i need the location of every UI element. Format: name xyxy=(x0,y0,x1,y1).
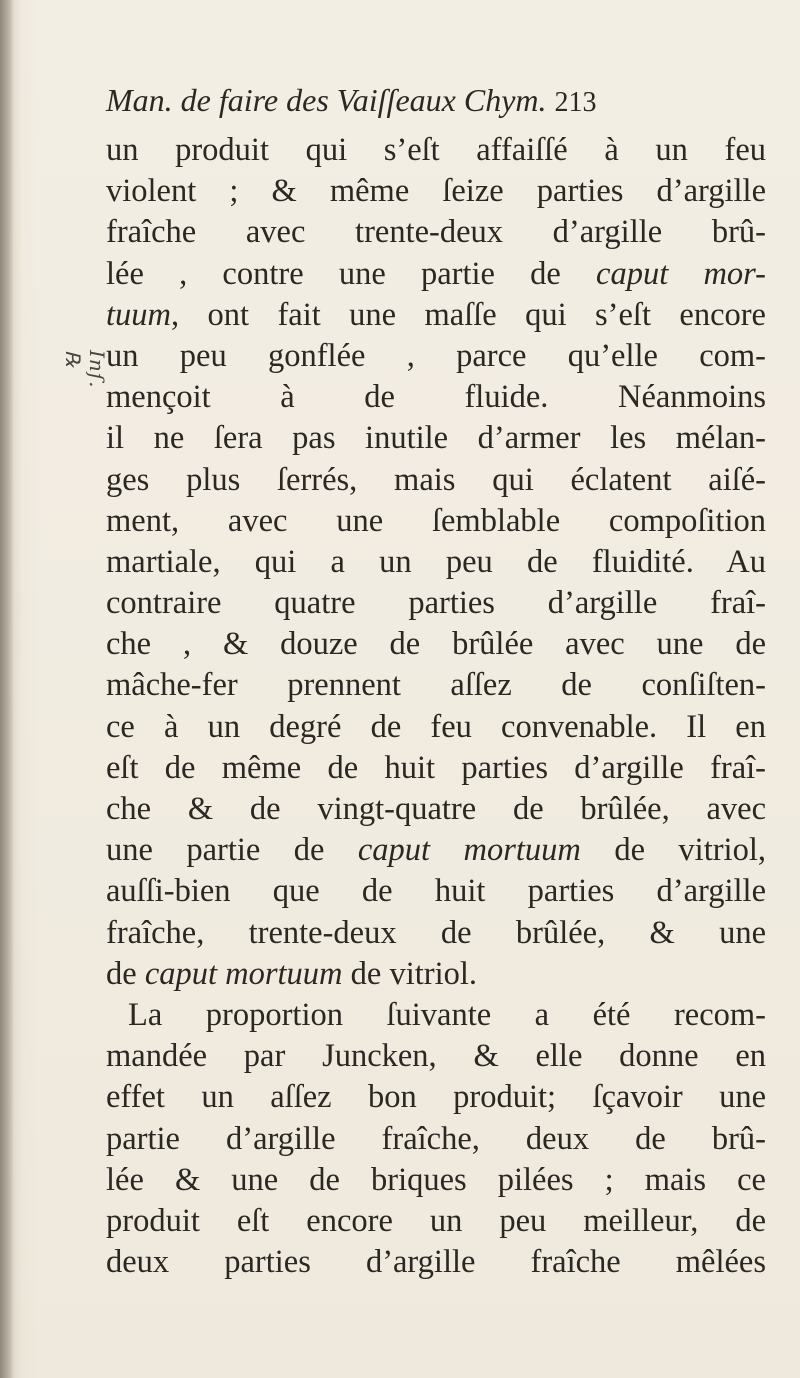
italic-text-run: tuum xyxy=(106,296,171,333)
text-line xyxy=(106,954,766,995)
text-line xyxy=(106,295,766,336)
running-head xyxy=(106,70,756,130)
text-line xyxy=(106,1077,766,1118)
margin-annotation: Inſ. ℞ xyxy=(61,350,109,389)
text-run: effet un aſſez bon produit; ſçavoir une xyxy=(106,1079,766,1116)
text-run: une partie de xyxy=(106,832,358,869)
text-line xyxy=(106,130,766,171)
page-number: 213 xyxy=(554,87,597,118)
running-head-title: Man. de faire des Vaiſſeaux Chym. xyxy=(106,82,547,118)
text-line xyxy=(106,830,766,871)
text-run: che & de vingt-quatre de brûlée, avec xyxy=(106,791,766,827)
text-line xyxy=(106,665,766,706)
text-line xyxy=(106,1201,766,1242)
text-line xyxy=(106,707,766,748)
text-line xyxy=(106,789,766,830)
text-line xyxy=(106,377,766,418)
text-run: mâche-fer prennent aſſez de conſiſten- xyxy=(106,667,766,704)
text-run: ce à un degré de feu convenable. Il en xyxy=(106,708,766,745)
text-line xyxy=(106,1036,766,1077)
text-run: lée & une de briques pilées ; mais ce xyxy=(106,1161,766,1198)
text-line xyxy=(106,1160,766,1201)
text-run: mençoit à de fluide. Néanmoins xyxy=(106,379,766,416)
text-line xyxy=(106,748,766,789)
italic-text-run: caput mortuum xyxy=(357,832,581,869)
text-run: lée , contre une partie de xyxy=(106,255,597,292)
text-run: ges plus ſerrés, mais qui éclatent aiſé- xyxy=(106,461,766,498)
text-run: il ne ſera pas inutile d’armer les mélan- xyxy=(106,420,766,457)
italic-text-run: caput mor- xyxy=(596,255,766,292)
text-run: che , & douze de brûlée avec une de xyxy=(106,626,766,663)
text-line xyxy=(106,1119,766,1160)
italic-text-run: caput mortuum xyxy=(144,955,343,992)
text-run: contraire quatre parties d’argille fraî- xyxy=(106,585,766,622)
text-line xyxy=(106,501,766,542)
text-run: mandée par Juncken, & elle donne en xyxy=(106,1038,766,1075)
text-run: partie d’argille fraîche, deux de brû- xyxy=(106,1120,766,1157)
text-run: de vitriol. xyxy=(342,955,478,992)
page-gutter-shadow xyxy=(0,0,14,1378)
text-run: violent ; & même ſeize parties d’argille xyxy=(106,173,766,210)
text-run: fraîche, trente-deux de brûlée, & une xyxy=(106,914,766,951)
text-line xyxy=(106,460,766,501)
text-line xyxy=(106,583,766,624)
text-run: , ont fait une maſſe qui s’eſt encore xyxy=(171,296,766,333)
text-run: auſſi-bien que de huit parties d’argille xyxy=(106,873,766,910)
text-line xyxy=(106,624,766,665)
text-line xyxy=(106,336,766,377)
text-run: fraîche avec trente-deux d’argille brû- xyxy=(106,214,766,251)
text-line xyxy=(106,871,766,912)
text-line xyxy=(106,913,766,954)
text-line xyxy=(106,171,766,212)
text-line xyxy=(106,254,766,295)
text-run: de xyxy=(106,955,145,992)
text-line xyxy=(106,995,766,1036)
text-run: produit eſt encore un peu meilleur, de xyxy=(106,1202,766,1239)
text-run: deux parties d’argille fraîche mêlées xyxy=(106,1244,766,1281)
text-line xyxy=(106,212,766,253)
text-line xyxy=(106,542,766,583)
text-run: un peu gonflée , parce qu’elle com- xyxy=(106,337,766,374)
text-run: La proportion ſuivante a été recom- xyxy=(128,996,766,1033)
text-line xyxy=(106,1242,766,1283)
text-run: martiale, qui a un peu de fluidité. Au xyxy=(106,543,766,580)
body-text xyxy=(106,130,766,1283)
text-run: un produit qui s’eſt affaiſſé à un feu xyxy=(106,132,766,168)
text-run: de vitriol, xyxy=(580,832,766,869)
text-run: eſt de même de huit parties d’argille fraî- xyxy=(106,749,766,786)
text-run: ment, avec une ſemblable compoſition xyxy=(106,502,766,539)
text-line xyxy=(106,418,766,459)
